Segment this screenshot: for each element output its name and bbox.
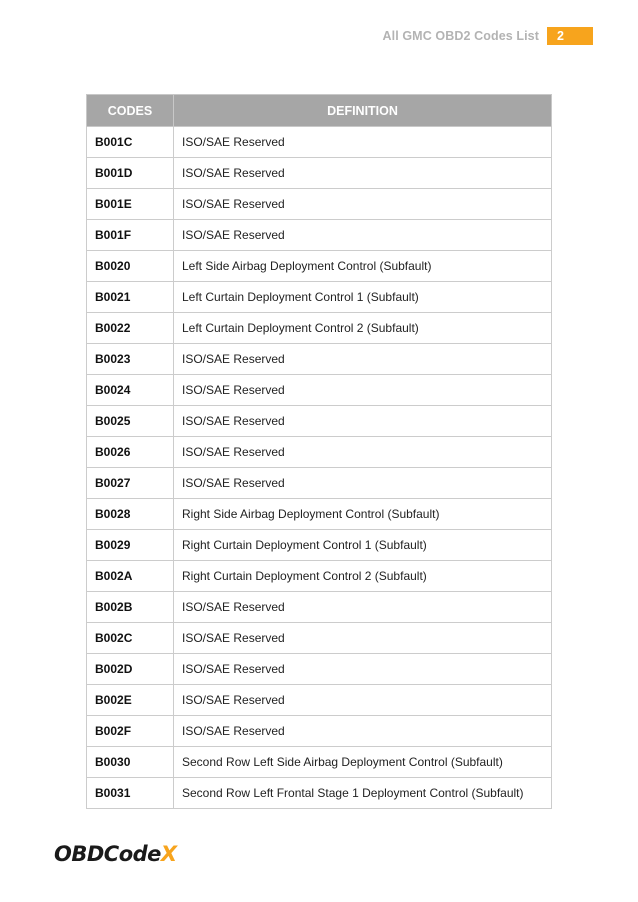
code-cell: B002C: [87, 623, 174, 654]
code-cell: B001E: [87, 189, 174, 220]
table-row: [87, 282, 552, 313]
table-row: [87, 561, 552, 592]
definition-cell: Right Curtain Deployment Control 1 (Subfault): [174, 530, 552, 561]
code-cell: B0025: [87, 406, 174, 437]
definition-cell: ISO/SAE Reserved: [174, 344, 552, 375]
logo-accent-text: X: [160, 842, 177, 866]
table-body: [87, 127, 552, 809]
codes-table: [86, 94, 552, 809]
definition-cell: Left Curtain Deployment Control 1 (Subfault): [174, 282, 552, 313]
column-header-definition: DEFINITION: [174, 95, 552, 127]
document-title: All GMC OBD2 Codes List: [382, 29, 539, 43]
definition-cell: ISO/SAE Reserved: [174, 127, 552, 158]
code-cell: B002B: [87, 592, 174, 623]
code-cell: B0020: [87, 251, 174, 282]
table-row: [87, 158, 552, 189]
code-cell: B001F: [87, 220, 174, 251]
code-cell: B002E: [87, 685, 174, 716]
table-row: [87, 530, 552, 561]
table-row: [87, 375, 552, 406]
code-cell: B0021: [87, 282, 174, 313]
definition-cell: ISO/SAE Reserved: [174, 716, 552, 747]
code-cell: B002D: [87, 654, 174, 685]
definition-cell: ISO/SAE Reserved: [174, 375, 552, 406]
definition-cell: ISO/SAE Reserved: [174, 406, 552, 437]
code-cell: B002A: [87, 561, 174, 592]
table-row: [87, 623, 552, 654]
code-cell: B002F: [87, 716, 174, 747]
table-row: [87, 747, 552, 778]
page-header: [383, 27, 593, 45]
code-cell: B0022: [87, 313, 174, 344]
table-header-row: [87, 95, 552, 127]
definition-cell: Left Side Airbag Deployment Control (Subfault): [174, 251, 552, 282]
definition-cell: ISO/SAE Reserved: [174, 437, 552, 468]
table-row: [87, 313, 552, 344]
page-number-badge: 2: [547, 27, 593, 45]
code-cell: B001C: [87, 127, 174, 158]
definition-cell: ISO/SAE Reserved: [174, 158, 552, 189]
table-row: [87, 251, 552, 282]
definition-cell: Right Side Airbag Deployment Control (Subfault): [174, 499, 552, 530]
code-cell: B0031: [87, 778, 174, 809]
definition-cell: ISO/SAE Reserved: [174, 685, 552, 716]
table-row: [87, 716, 552, 747]
definition-cell: ISO/SAE Reserved: [174, 592, 552, 623]
definition-cell: ISO/SAE Reserved: [174, 189, 552, 220]
code-cell: B001D: [87, 158, 174, 189]
definition-cell: ISO/SAE Reserved: [174, 220, 552, 251]
table-row: [87, 127, 552, 158]
logo-text: OBDCode: [54, 842, 161, 866]
definition-cell: Second Row Left Frontal Stage 1 Deployment Control (Subfault): [174, 778, 552, 809]
code-cell: B0029: [87, 530, 174, 561]
obdcodex-logo: [54, 842, 177, 866]
table-row: [87, 344, 552, 375]
definition-cell: ISO/SAE Reserved: [174, 654, 552, 685]
code-cell: B0027: [87, 468, 174, 499]
definition-cell: ISO/SAE Reserved: [174, 468, 552, 499]
code-cell: B0028: [87, 499, 174, 530]
definition-cell: ISO/SAE Reserved: [174, 623, 552, 654]
definition-cell: Second Row Left Side Airbag Deployment Control (Subfault): [174, 747, 552, 778]
table-row: [87, 220, 552, 251]
code-cell: B0030: [87, 747, 174, 778]
code-cell: B0024: [87, 375, 174, 406]
code-cell: B0026: [87, 437, 174, 468]
table-row: [87, 654, 552, 685]
table-row: [87, 592, 552, 623]
definition-cell: Right Curtain Deployment Control 2 (Subfault): [174, 561, 552, 592]
definition-cell: Left Curtain Deployment Control 2 (Subfault): [174, 313, 552, 344]
table-row: [87, 406, 552, 437]
code-cell: B0023: [87, 344, 174, 375]
table-row: [87, 437, 552, 468]
table-row: [87, 468, 552, 499]
table-row: [87, 685, 552, 716]
column-header-codes: CODES: [87, 95, 174, 127]
table-row: [87, 499, 552, 530]
table-row: [87, 778, 552, 809]
table-row: [87, 189, 552, 220]
